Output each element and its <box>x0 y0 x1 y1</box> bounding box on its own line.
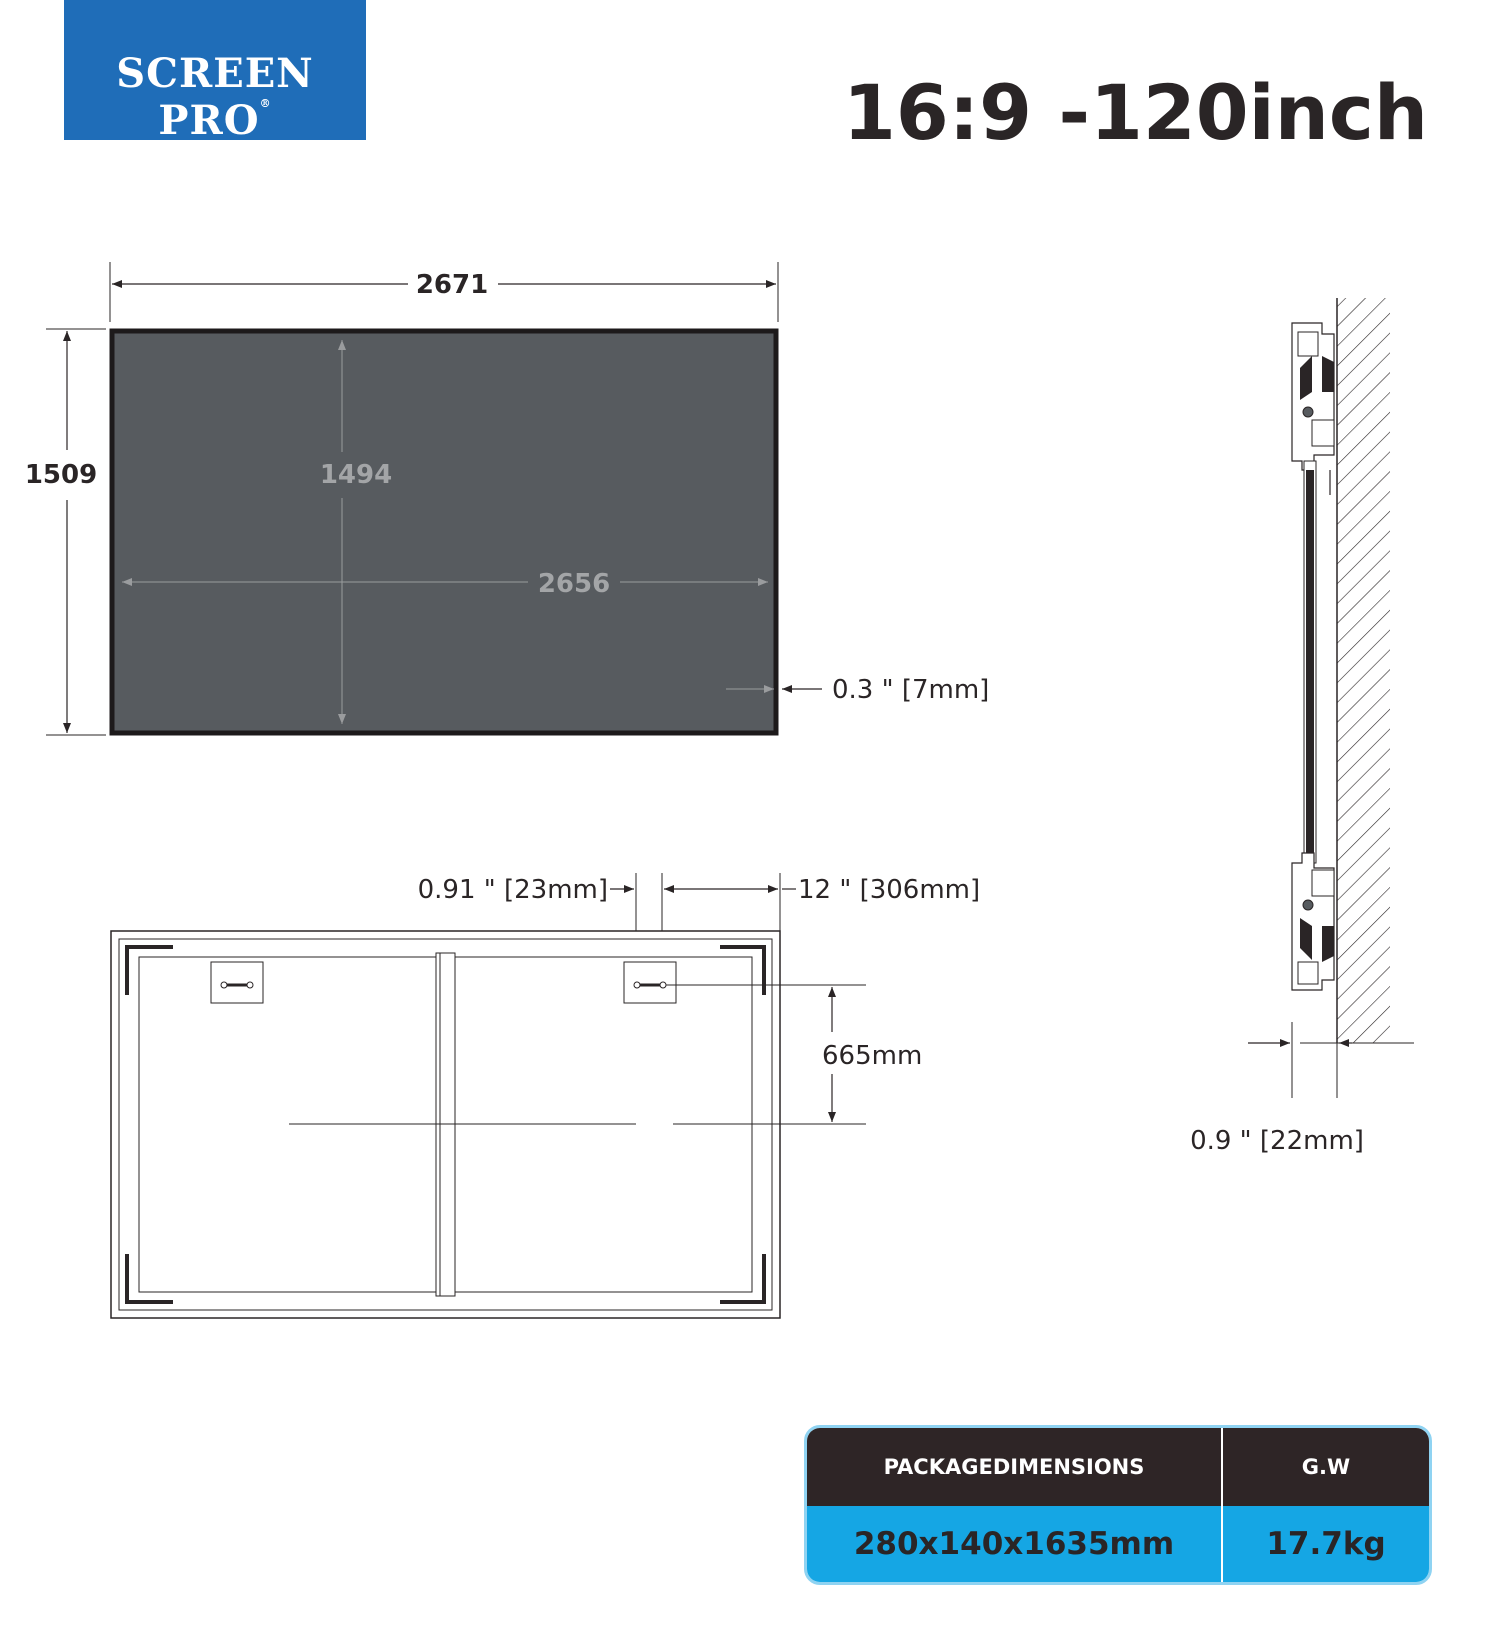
top-screw <box>1303 407 1313 417</box>
bottom-wall-clip <box>1322 926 1334 962</box>
header-gross-weight: G.W <box>1301 1455 1351 1479</box>
mount-bracket-right <box>624 962 676 1003</box>
front-view <box>25 262 990 735</box>
bracket-height-label: 665mm <box>822 1041 923 1071</box>
top-frame-inner <box>1298 332 1318 356</box>
screen-surface <box>112 331 776 733</box>
outer-height-label: 1509 <box>24 460 98 490</box>
spec-table-row <box>807 1506 1429 1582</box>
viewable-height-label: 1494 <box>319 460 393 490</box>
outer-width-label: 2671 <box>415 270 489 300</box>
header-package-dimensions: PACKAGEDIMENSIONS <box>807 1428 1223 1506</box>
registered-mark: ® <box>259 97 272 110</box>
wall-hatch <box>1337 298 1390 1043</box>
value-package-dimensions: 280x140x1635mm <box>807 1506 1223 1582</box>
spec-table-header <box>807 1428 1429 1506</box>
side-view <box>1190 298 1414 1156</box>
value-gross-weight: 17.7kg <box>1266 1526 1386 1562</box>
spec-table <box>804 1425 1432 1585</box>
bracket-screw <box>660 982 666 988</box>
bracket-screw <box>247 982 253 988</box>
top-mount <box>1312 420 1334 446</box>
depth-label: 0.9 " [22mm] <box>1190 1126 1364 1156</box>
viewable-width-label: 2656 <box>537 569 611 599</box>
bottom-mount <box>1312 870 1334 896</box>
top-wall-clip <box>1322 356 1334 392</box>
bracket-screw <box>221 982 227 988</box>
rail-gap <box>124 995 130 1254</box>
bracket-offset-label: 12 " [306mm] <box>798 875 981 905</box>
back-view <box>111 873 980 1318</box>
frame-width-label: 0.3 " [7mm] <box>832 675 990 705</box>
logo-wordmark: SCREEN PRO <box>116 50 314 144</box>
bracket-width-label: 0.91 " [23mm] <box>417 875 608 905</box>
screen-surface-side <box>1306 470 1314 854</box>
bottom-screw <box>1303 900 1313 910</box>
mount-bracket-left <box>211 962 263 1003</box>
bracket-screw <box>634 982 640 988</box>
bottom-frame-inner <box>1298 962 1318 984</box>
rail-gap <box>173 944 720 950</box>
page-title: 16:9 -120inch <box>843 68 1428 157</box>
rail-gap <box>173 1299 720 1305</box>
